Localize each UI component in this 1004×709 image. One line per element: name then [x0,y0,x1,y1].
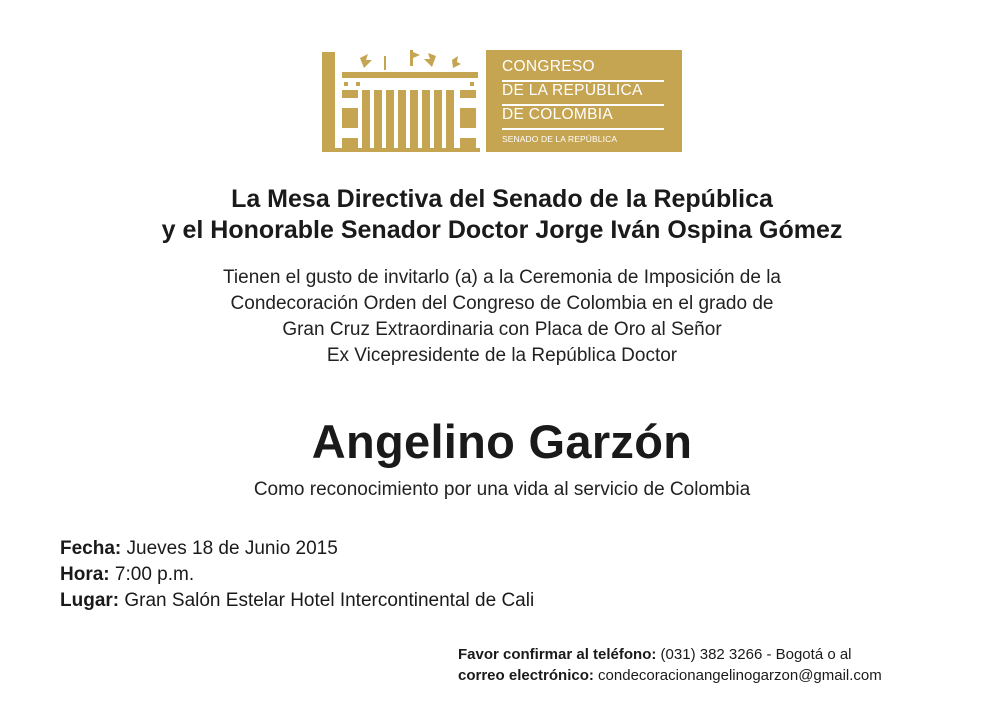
place-label: Lugar: [60,590,120,611]
invitation-line-1: Tienen el gusto de invitarlo (a) a la Ceremonia de Imposición de la [223,267,781,288]
rsvp-phone-row [458,644,882,665]
rsvp-email-link[interactable]: condecoracionangelinogarzon@gmail.com [593,667,882,684]
logo-line-congreso: CONGRESO [502,58,595,75]
logo-line-colombia: DE COLOMBIA [502,106,613,123]
rsvp-phone-value[interactable]: (031) 382 3266 - Bogotá o al [656,646,852,663]
invitation-line-3: Gran Cruz Extraordinaria con Placa de Oro al Señor [282,319,722,340]
heading-line-2: y el Honorable Senador Doctor Jorge Iván Ospina Gómez [161,216,843,244]
rsvp-email-row [458,665,882,686]
logo-divider [502,128,664,130]
date-value: Jueves 18 de Junio 2015 [121,538,338,559]
time-row [60,562,534,588]
capitol-building-icon [322,50,480,152]
place-value: Gran Salón Estelar Hotel Intercontinental de Cali [119,590,535,611]
place-row [60,588,534,614]
logo-line-republica: DE LA REPÚBLICA [502,82,643,99]
rsvp-email-label: correo electrónico: [458,667,594,684]
invitation-line-2: Condecoración Orden del Congreso de Colombia en el grado de [230,293,774,314]
congress-name-plate [486,50,682,152]
honoree-name: Angelino Garzón [311,415,693,468]
date-label: Fecha: [60,538,122,559]
heading-line-1: La Mesa Directiva del Senado de la República [231,185,773,213]
rsvp-phone-label: Favor confirmar al teléfono: [458,646,657,663]
invitation-line-4: Ex Vicepresidente de la República Doctor [326,345,678,366]
time-value: 7:00 p.m. [109,564,195,585]
time-label: Hora: [60,564,110,585]
logo-line-senado: SENADO DE LA REPÚBLICA [502,134,618,144]
date-row [60,536,534,562]
tribute-line: Como reconocimiento por una vida al servicio de Colombia [253,479,751,500]
rsvp-block [458,644,882,686]
congress-logo [322,50,682,152]
event-details [60,536,534,614]
